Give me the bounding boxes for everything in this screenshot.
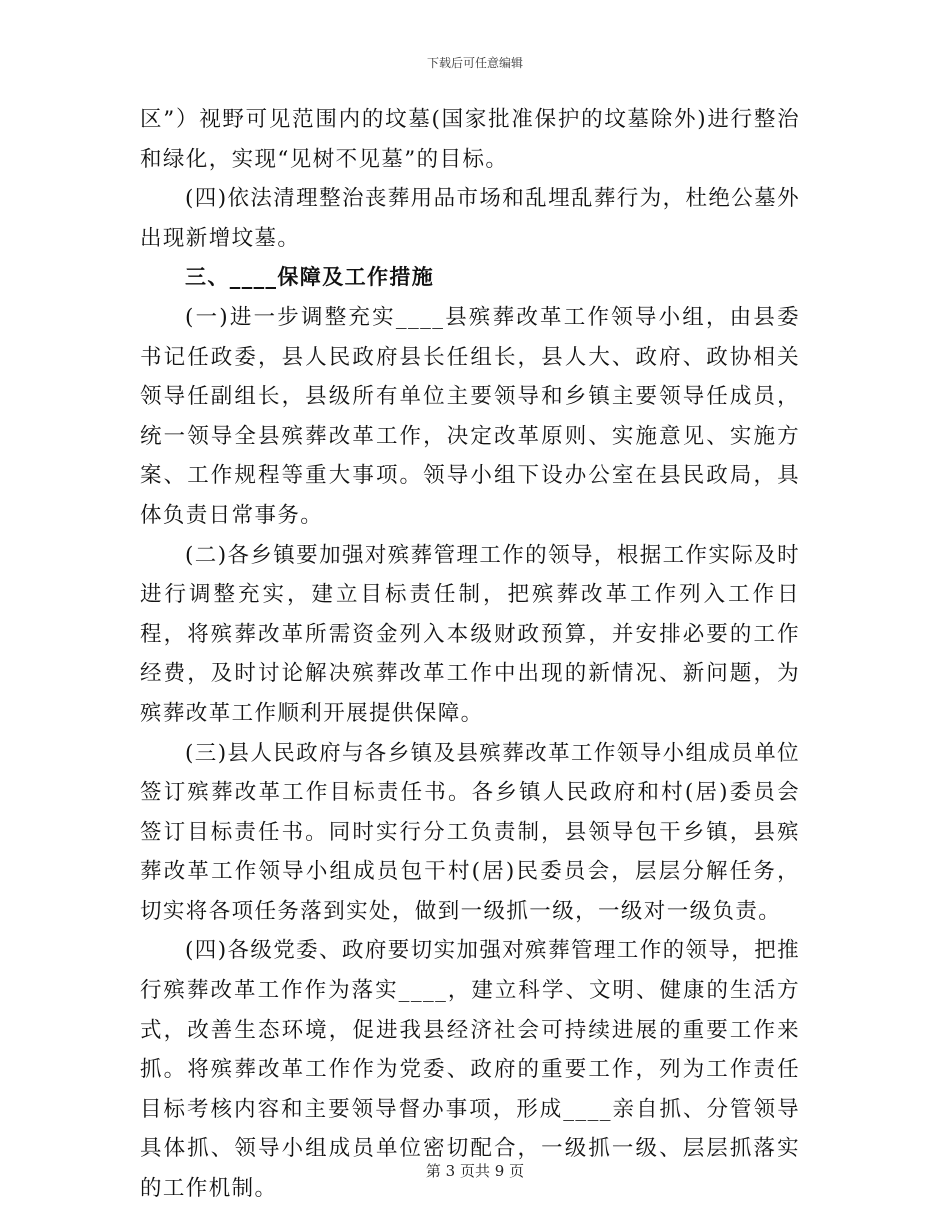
page-footer: 第 3 页共 9 页 bbox=[425, 1162, 525, 1180]
paragraph-continuation: 区”）视野可见范围内的坟墓(国家批准保护的坟墓除外)进行整治和绿化，实现“见树不见墓”的目标。 bbox=[140, 107, 800, 172]
paragraph-item-4: (四)各级党委、政府要切实加强对殡葬管理工作的领导，把推行殡葬改革工作作为落实____，建立科学、文明、健康的生活方式，改善生态环境，促进我县经济社会可持续进展的重要工作来抓。将殡葬改革工作作为党委、政府的重要工作，列为工作责任目标考核内容和主要领导督办事项，形成____亲自抓、分管领导具体抓、领导小组成员单位密切配合，一级抓一级、层层抓落实的工作机制。 bbox=[140, 938, 800, 1202]
paragraph-item-1: (一)进一步调整充实____县殡葬改革工作领导小组，由县委书记任政委，县人民政府县长任组长，县人大、政府、政协相关领导任副组长，县级所有单位主要领导和乡镇主要领导任成员，统一领导全县殡葬改革工作，决定改革原则、实施意见、实施方案、工作规程等重大事项。领导小组下设办公室在县民政局，具体负责日常事务。 bbox=[140, 304, 800, 528]
page-header: 下载后可任意编辑 bbox=[426, 56, 523, 70]
paragraph-item-4-cleanup: (四)依法清理整治丧葬用品市场和乱埋乱葬行为，杜绝公墓外出现新增坟墓。 bbox=[140, 186, 800, 251]
document-body bbox=[140, 100, 800, 1209]
paragraph-item-2: (二)各乡镇要加强对殡葬管理工作的领导，根据工作实际及时进行调整充实，建立目标责任制，把殡葬改革工作列入工作日程，将殡葬改革所需资金列入本级财政预算，并安排必要的工作经费，及时讨论解决殡葬改革工作中出现的新情况、新问题，为殡葬改革工作顺利开展提供保障。 bbox=[140, 542, 800, 726]
section-heading-3: 三、____保障及工作措施 bbox=[185, 265, 435, 290]
paragraph-item-3: (三)县人民政府与各乡镇及县殡葬改革工作领导小组成员单位签订殡葬改革工作目标责任书。各乡镇人民政府和村(居)委员会签订目标责任书。同时实行分工负责制，县领导包干乡镇，县殡葬改革工作领导小组成员包干村(居)民委员会，层层分解任务，切实将各项任务落到实处，做到一级抓一级，一级对一级负责。 bbox=[140, 740, 800, 924]
